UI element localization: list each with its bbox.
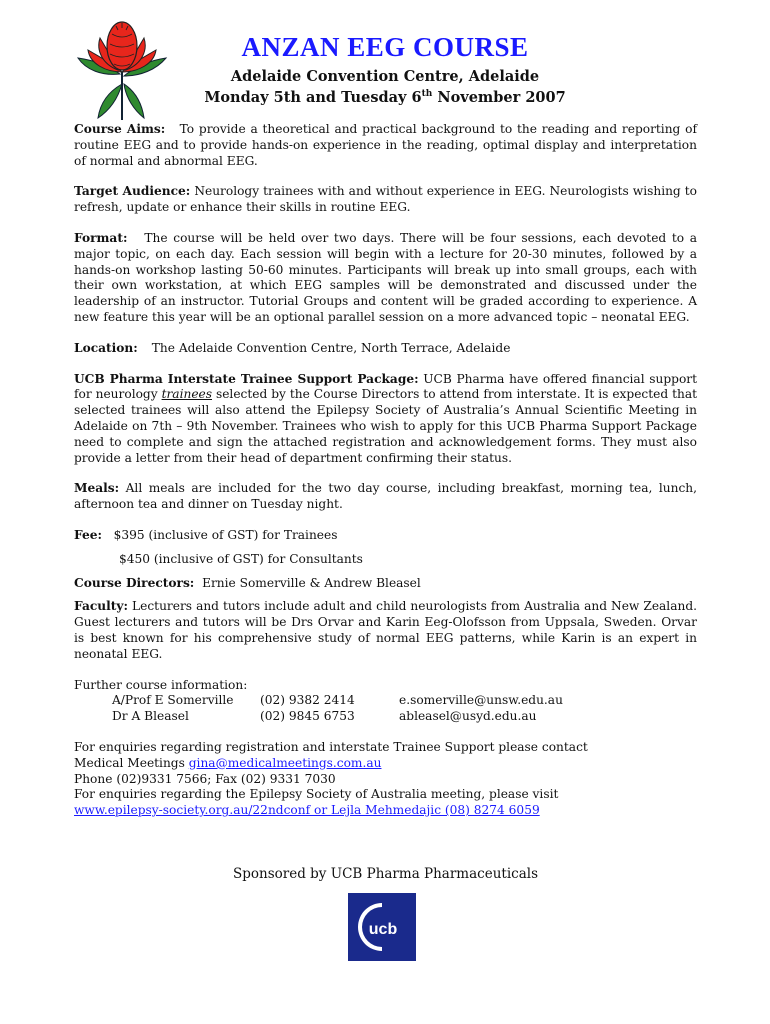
course-directors-text: Ernie Somerville & Andrew Bleasel bbox=[202, 575, 421, 590]
fee-label: Fee: bbox=[74, 527, 102, 542]
venue-line: Adelaide Convention Centre, Adelaide bbox=[230, 68, 540, 85]
enquiries-section bbox=[74, 740, 697, 819]
contact-email: ableasel@usyd.edu.au bbox=[399, 709, 537, 724]
further-info-heading: Further course information: bbox=[74, 677, 248, 692]
meals-text: All meals are included for the two day course, including breakfast, morning tea, lunch, afternoon tea and dinner on Tuesday night. bbox=[74, 481, 698, 512]
fee-consultants: $450 (inclusive of GST) for Consultants bbox=[119, 551, 363, 566]
faculty-text: Lecturers and tutors include adult and child neurologists from Australia and New Zealand. Guest lecturers and tutors will be Drs Orvar and Karin Eeg-Olofsson from Uppsala, Sweden. Orvar is best known for his comprehensive study of normal EEG patterns, while Karin is an expert in neonatal EEG. bbox=[74, 599, 698, 661]
meals-section bbox=[74, 481, 697, 513]
contact-name: A/Prof E Somerville bbox=[112, 693, 234, 708]
sponsor-line: Sponsored by UCB Pharma Pharmaceuticals bbox=[232, 866, 538, 882]
target-audience-text: Neurology trainees with and without experience in EEG. Neurologists wishing to refresh, update or enhance their skills in routine EEG. bbox=[74, 184, 697, 215]
format-label: Format: bbox=[74, 230, 128, 245]
course-aims-text: To provide a theoretical and practical background to the reading and reporting of routine EEG and to provide hands-on experience in the reading, optimal display and interpretation of normal and abnormal EEG. bbox=[74, 122, 698, 168]
fee-trainees-row bbox=[74, 528, 697, 544]
location-label: Location: bbox=[74, 340, 138, 355]
date-text-end: November 2007 bbox=[432, 89, 566, 106]
course-directors-section bbox=[74, 576, 697, 592]
format-text: The course will be held over two days. There will be four sessions, each devoted to a major topic, on each day. Each session will begin with a lecture for 20-30 minutes, followed by a hands-on workshop lasting 50-60 minutes. Participants will break up into small groups, each with their own workstation, at which EEG samples will be demonstrated and discussed under the leadership of an instructor. Tutorial Groups and content will be graded according to experience. A new feature this year will be an optional parallel session on a more advanced topic – neonatal EEG. bbox=[74, 230, 697, 324]
gina-email-link[interactable]: gina@medicalmeetings.com.au bbox=[188, 755, 382, 770]
fee-section bbox=[74, 528, 697, 568]
ucb-package-text: UCB Pharma have offered financial support for neurology bbox=[74, 371, 697, 402]
ucb-package-text-cont: selected by the Course Directors to attend from interstate. It is expected that selected trainees will also attend the Epilepsy Society of Australia’s Annual Scientific Meeting in Adelaide on 7th – 9th November. Trainees who wish to apply for this UCB Pharma Support Package need to complete and sign the attached registration and acknowledgement forms. They must also provide a letter from their head of department confirming their status. bbox=[74, 387, 698, 465]
further-info-section bbox=[74, 678, 697, 725]
epilepsy-society-link[interactable]: www.epilepsy-society.org.au/22ndconf or Lejla Mehmedajic (08) 8274 6059 bbox=[74, 803, 540, 818]
contact-row bbox=[74, 693, 697, 709]
contact-phone: (02) 9845 6753 bbox=[260, 709, 355, 724]
ucb-package-section bbox=[74, 372, 697, 467]
contact-email: e.somerville@unsw.edu.au bbox=[399, 693, 563, 708]
enquiries-registration: For enquiries regarding registration and interstate Trainee Support please contact bbox=[74, 739, 588, 754]
epilepsy-society-link-line bbox=[74, 803, 697, 819]
waratah-flower-icon bbox=[72, 14, 172, 122]
location-text: The Adelaide Convention Centre, North Terrace, Adelaide bbox=[151, 340, 511, 355]
document-body bbox=[74, 122, 697, 819]
contact-row bbox=[74, 709, 697, 725]
trainees-emphasis: trainees bbox=[161, 387, 212, 402]
target-audience-section bbox=[74, 184, 697, 216]
enquiries-phone-fax: Phone (02)9331 7566; Fax (02) 9331 7030 bbox=[74, 771, 336, 786]
course-directors-label: Course Directors: bbox=[74, 575, 195, 590]
date-text: Monday 5th and Tuesday 6 bbox=[204, 89, 422, 106]
ucb-logo bbox=[348, 893, 416, 961]
fee-trainees: $395 (inclusive of GST) for Trainees bbox=[113, 527, 338, 542]
date-superscript: th bbox=[421, 89, 433, 100]
location-section bbox=[74, 341, 697, 357]
course-aims-section bbox=[74, 122, 697, 169]
faculty-label: Faculty: bbox=[74, 599, 129, 614]
ucb-logo-text: ucb bbox=[368, 921, 398, 938]
faculty-section bbox=[74, 599, 697, 662]
format-section bbox=[74, 231, 697, 326]
contact-name: Dr A Bleasel bbox=[112, 709, 189, 724]
contact-phone: (02) 9382 2414 bbox=[260, 693, 355, 708]
course-aims-label: Course Aims: bbox=[74, 122, 166, 136]
date-line bbox=[160, 89, 610, 106]
target-audience-label: Target Audience: bbox=[74, 184, 191, 199]
enquiries-medical-meetings bbox=[74, 756, 697, 772]
ucb-package-label: UCB Pharma Interstate Trainee Support Package: bbox=[74, 371, 419, 386]
enquiries-epilepsy-society: For enquiries regarding the Epilepsy Society of Australia meeting, please visit bbox=[74, 787, 559, 802]
course-title: ANZAN EEG COURSE bbox=[241, 32, 529, 62]
meals-label: Meals: bbox=[74, 481, 120, 496]
medical-meetings-text: Medical Meetings bbox=[74, 755, 185, 770]
